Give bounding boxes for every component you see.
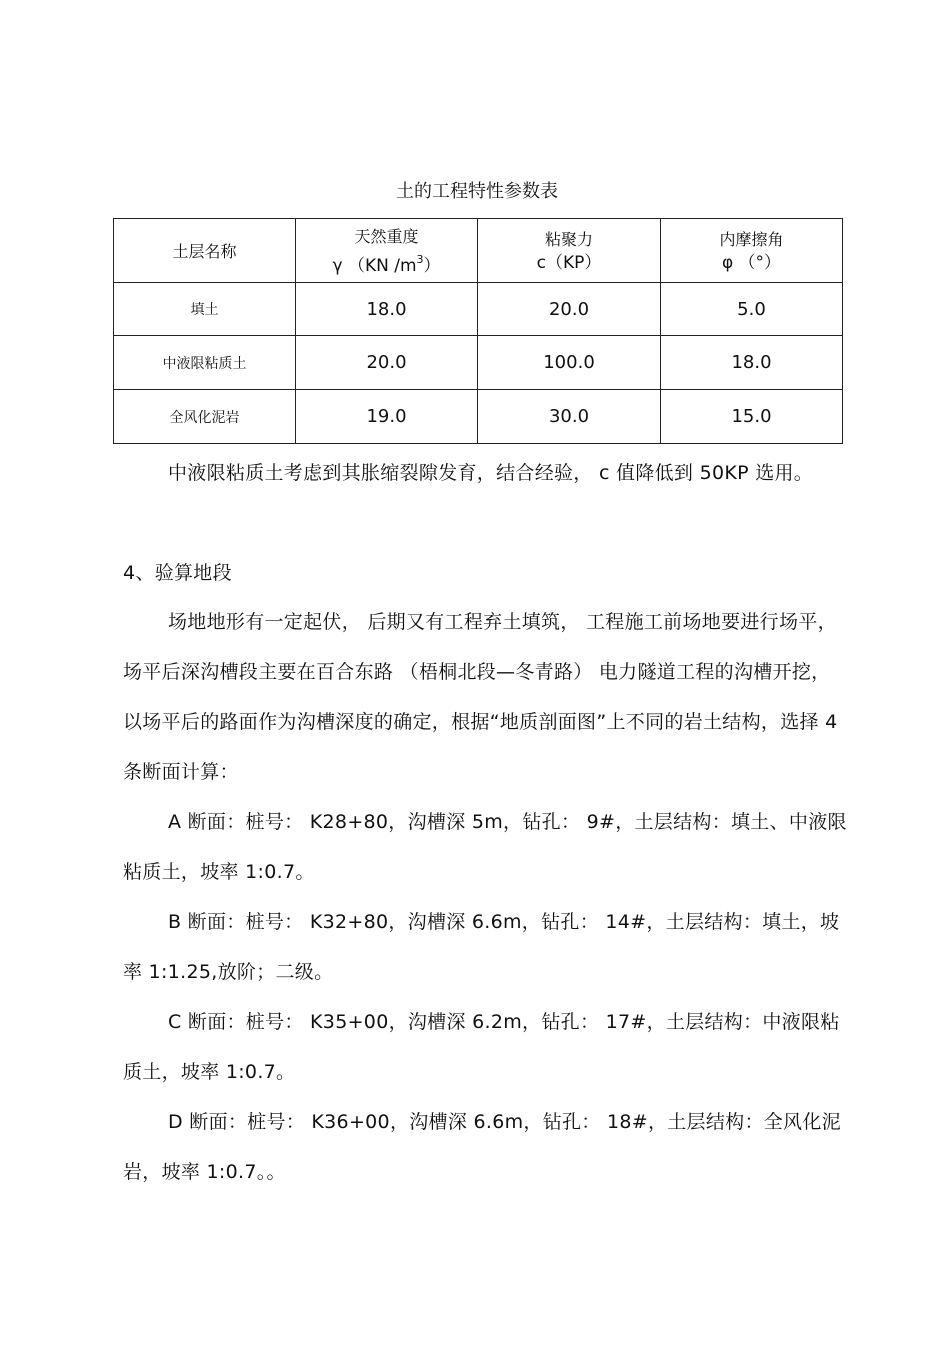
header-layer-name: 土层名称 [114, 219, 296, 283]
section-a-paragraph: A 断面：桩号： K28+80，沟槽深 5m，钻孔： 9#，土层结构：填土、中液限粘质土，坡率 1:0.7。 [123, 811, 847, 883]
cohesion-cell: 20.0 [478, 283, 661, 336]
cohesion-cell: 100.0 [478, 336, 661, 390]
unit-weight-cell: 19.0 [296, 390, 478, 444]
layer-name-cell: 中液限粘质土 [114, 336, 296, 390]
section-heading: 4、验算地段 [123, 562, 232, 584]
table-row [114, 390, 843, 444]
header-friction-angle: 内摩擦角 φ （°） [661, 219, 843, 283]
header-unit-weight-unit: γ （KN $/m^3$） [332, 252, 441, 276]
friction-angle-cell: 18.0 [661, 336, 843, 390]
section-c-paragraph: C 断面：桩号： K35+00，沟槽深 6.2m，钻孔： 17#，土层结构：中液限粘质土，坡率 1:0.7。 [123, 1011, 840, 1083]
header-cohesion: 粘聚力 c（KP） [478, 219, 661, 283]
table-header-row [114, 219, 843, 283]
unit-weight-cell: 20.0 [296, 336, 478, 390]
cohesion-cell: 30.0 [478, 390, 661, 444]
note-paragraph: 中液限粘质土考虑到其胀缩裂隙发育，结合经验， c 值降低到 50KP 选用。 [168, 462, 814, 484]
layer-name-cell: 全风化泥岩 [114, 390, 296, 444]
friction-angle-cell: 15.0 [661, 390, 843, 444]
intro-paragraph: 场地地形有一定起伏， 后期又有工程弃土填筑， 工程施工前场地要进行场平，场平后深沟槽段主要在百合东路 （梧桐北段—冬青路） 电力隧道工程的沟槽开挖，以场平后的路面作为沟槽深度的确定，根据“地质剖面图”上不同的岩土结构，选择 4 条断面计算： [123, 611, 838, 783]
section-d-paragraph: D 断面：桩号： K36+00，沟槽深 6.6m，钻孔： 18#，土层结构：全风化泥岩，坡率 1:0.7。。 [123, 1111, 841, 1183]
friction-angle-cell: 5.0 [661, 283, 843, 336]
table-title: 土的工程特性参数表 [396, 181, 558, 202]
soil-parameter-table [113, 218, 843, 444]
layer-name-cell: 填土 [114, 283, 296, 336]
section-b-paragraph: B 断面：桩号： K32+80，沟槽深 6.6m，钻孔： 14#，土层结构：填土，坡率 1:1.25,放阶；二级。 [123, 911, 840, 983]
unit-weight-cell: 18.0 [296, 283, 478, 336]
header-unit-weight: 天然重度 γ （KN $/m^3$） [296, 219, 478, 283]
table-row [114, 336, 843, 390]
table-row [114, 283, 843, 336]
